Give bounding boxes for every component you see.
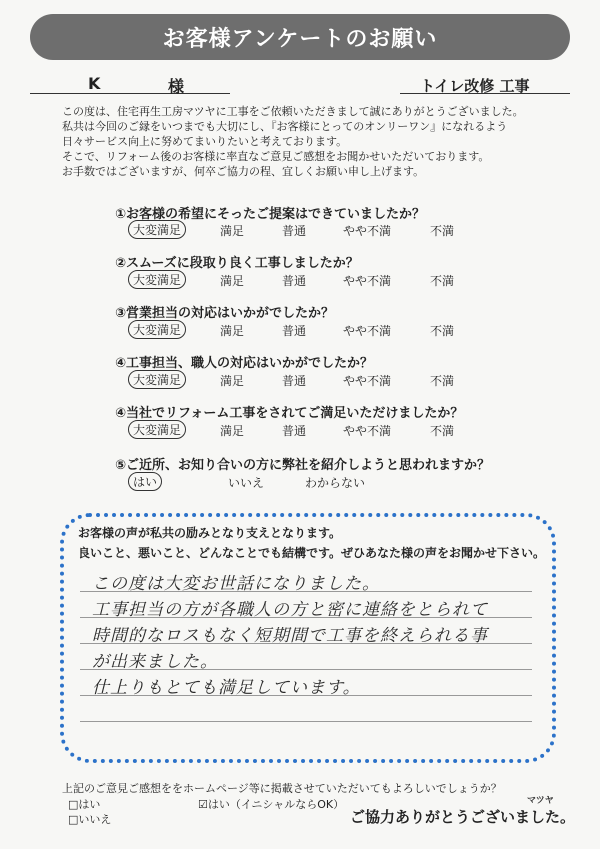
question-2-options — [0, 272, 600, 290]
handwritten-comment-line: 仕上りもとても満足しています。 — [92, 678, 361, 698]
option-very-satisfied[interactable]: 大変満足 — [128, 370, 186, 389]
option-very-satisfied[interactable]: 大変満足 — [128, 320, 186, 339]
handwritten-comment-line: 時間的なロスもなく短期間で工事を終えられる事 — [92, 626, 488, 646]
intro-line: お手数ではございますが、何卒ご協力の程、宜しくお願い申し上げます。 — [62, 165, 425, 178]
customer-voice-heading — [78, 523, 545, 563]
company-logo: マツヤ — [527, 796, 554, 806]
option-very-satisfied[interactable]: 大変満足 — [128, 270, 186, 289]
customer-honorific: 様 — [168, 77, 185, 96]
option-no[interactable]: いいえ — [228, 476, 265, 490]
option-neutral[interactable]: 普通 — [282, 274, 307, 288]
intro-line: この度は、住宅再生工房マツヤに工事をご依頼いただきまして誠にありがとうございました。 — [62, 105, 524, 118]
question-6-options — [0, 474, 600, 492]
question-5-options — [0, 422, 600, 440]
option-satisfied[interactable]: 満足 — [220, 374, 245, 388]
voice-heading-line: 良いこと、悪いこと、どんなことでも結構です。ぜひあなた様の声をお聞かせ下さい。 — [78, 546, 546, 560]
question-1-options — [0, 222, 600, 240]
option-dissatisfied[interactable]: 不満 — [430, 324, 455, 338]
option-neutral[interactable]: 普通 — [282, 324, 307, 338]
intro-text — [62, 104, 572, 179]
option-dissatisfied[interactable]: 不満 — [430, 374, 455, 388]
handwritten-comment-line: 工事担当の方が各職人の方と密に連絡をとられて — [92, 600, 488, 620]
option-dissatisfied[interactable]: 不満 — [430, 224, 455, 238]
customer-name: K — [88, 74, 101, 93]
voice-heading-line: お客様の声が私共の励みとなり支えとなります。 — [78, 526, 342, 540]
handwritten-comment-line: この度は大変お世話になりました。 — [92, 574, 380, 594]
option-satisfied[interactable]: 満足 — [220, 324, 245, 338]
option-somewhat-dissatisfied[interactable]: やや不満 — [343, 424, 392, 438]
consent-yes-checkbox[interactable]: □はい — [68, 798, 101, 811]
option-neutral[interactable]: 普通 — [282, 224, 307, 238]
intro-line: 私共は今回のご縁をいつまでも大切にし、『お客様にとってのオンリーワン』になれるよう — [62, 120, 508, 133]
question-2: ②スムーズに段取り良く工事しましたか？ — [115, 256, 359, 271]
option-satisfied[interactable]: 満足 — [220, 224, 245, 238]
writing-rule — [80, 721, 532, 722]
consent-question: 上記のご意見ご感想ををホームページ等に掲載させていただいてもよろしいでしょうか？ — [62, 782, 502, 795]
question-1: ①お客様の希望にそったご提案はできていましたか？ — [115, 207, 426, 222]
question-6: ⑤ご近所、お知り合いの方に弊社を紹介しようと思われますか？ — [115, 458, 491, 473]
option-somewhat-dissatisfied[interactable]: やや不満 — [343, 324, 392, 338]
option-yes[interactable]: はい — [128, 472, 162, 491]
option-somewhat-dissatisfied[interactable]: やや不満 — [343, 374, 392, 388]
option-satisfied[interactable]: 満足 — [220, 424, 245, 438]
question-5: ④当社でリフォーム工事をされてご満足いただけましたか？ — [115, 406, 464, 421]
question-3-options — [0, 322, 600, 340]
option-neutral[interactable]: 普通 — [282, 374, 307, 388]
customer-name-underline — [30, 93, 230, 94]
work-type: トイレ改修 工事 — [420, 77, 530, 95]
option-neutral[interactable]: 普通 — [282, 424, 307, 438]
option-dissatisfied[interactable]: 不満 — [430, 424, 455, 438]
option-very-satisfied[interactable]: 大変満足 — [128, 220, 186, 239]
intro-line: そこで、リフォーム後のお客様に率直なご意見ご感想をお聞かせいただいております。 — [62, 150, 490, 163]
question-4: ④工事担当、職人の対応はいかがでしたか？ — [115, 356, 374, 371]
option-satisfied[interactable]: 満足 — [220, 274, 245, 288]
option-very-satisfied[interactable]: 大変満足 — [128, 420, 186, 439]
option-dissatisfied[interactable]: 不満 — [430, 274, 455, 288]
question-3: ③営業担当の対応はいかがでしたか？ — [115, 306, 335, 321]
option-somewhat-dissatisfied[interactable]: やや不満 — [343, 274, 392, 288]
consent-yes-initial-checkbox[interactable]: ☑はい（イニシャルならOK） — [198, 798, 345, 811]
consent-no-checkbox[interactable]: □いいえ — [68, 813, 112, 826]
survey-title: お客様アンケートのお願い — [30, 14, 570, 60]
option-not-sure[interactable]: わからない — [305, 476, 366, 490]
option-somewhat-dissatisfied[interactable]: やや不満 — [343, 224, 392, 238]
intro-line: 日々サービス向上に努めてまいりたいと考えております。 — [62, 135, 348, 148]
thank-you-message: ご協力ありがとうございました。 — [350, 808, 576, 826]
handwritten-comment-line: が出来ました。 — [92, 652, 218, 672]
question-4-options — [0, 372, 600, 390]
